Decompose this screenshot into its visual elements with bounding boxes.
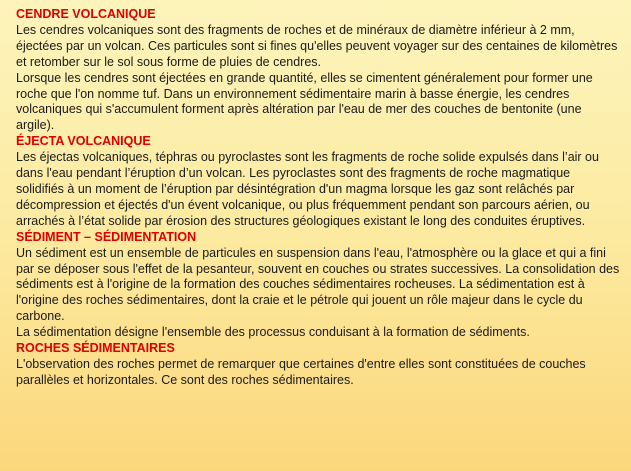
section-paragraph: Lorsque les cendres sont éjectées en grande quantité, elles se cimentent généralement pour former une roche que l'on nomme tuf. Dans un environnement sédimentaire marin à basse énergie, les cendres volcaniques qui s'accumulent forment après altération par l'eau de mer des couches de bentonite (une argile). (16, 70, 593, 133)
section-paragraph: L'observation des roches permet de remarquer que certaines d'entre elles sont constituées de couches parallèles et horizontales. Ce sont des roches sédimentaires. (16, 356, 586, 387)
section-cendre-volcanique (16, 7, 621, 134)
section-sediment-sedimentation (16, 230, 621, 341)
section-paragraph: Les cendres volcaniques sont des fragments de roches et de minéraux de diamètre inférieur à 2 mm, éjectées par un volcan. Ces particules sont si fines qu'elles peuvent voyager sur des centaines de kilomètres et retomber sur le sol sous forme de pluies de cendres. (16, 22, 618, 69)
section-paragraph: La sédimentation désigne l'ensemble des processus conduisant à la formation de sédiments. (16, 325, 530, 340)
section-heading: ROCHES SÉDIMENTAIRES (16, 341, 175, 356)
section-paragraph: Un sédiment est un ensemble de particules en suspension dans l'eau, l'atmosphère ou la glace et qui a fini par se déposer sous l'effet de la pesanteur, souvent en couches ou strates successives. La consolidation des sédiments est à l'origine de la formation des couches sédimentaires rocheuses. La sédimentation est à l'origine des roches sédimentaires, dont la craie et le pétrole qui jouent un rôle majeur dans le cycle du carbone. (16, 245, 620, 324)
section-paragraph: Les éjectas volcaniques, téphras ou pyroclastes sont les fragments de roche solide expulsés dans l’air ou dans l'eau pendant l’éruption d’un volcan. Les pyroclastes sont des fragments de roche magmatique solidifiés à un moment de l’éruption par désintégration d'un magma lorsque les gaz sont relâchés par décompression et éjectés d'un évent volcanique, ou plus fréquemment pendant son parcours aérien, ou arrachés à l’état solide par érosion des structures géologiques existant le long des conduites éruptives. (16, 150, 599, 228)
section-heading: SÉDIMENT – SÉDIMENTATION (16, 229, 197, 244)
section-heading: CENDRE VOLCANIQUE (16, 7, 156, 21)
section-heading: ÉJECTA VOLCANIQUE (16, 134, 151, 149)
section-ejecta-volcanique (16, 134, 621, 229)
section-roches-sedimentaires (16, 341, 621, 389)
